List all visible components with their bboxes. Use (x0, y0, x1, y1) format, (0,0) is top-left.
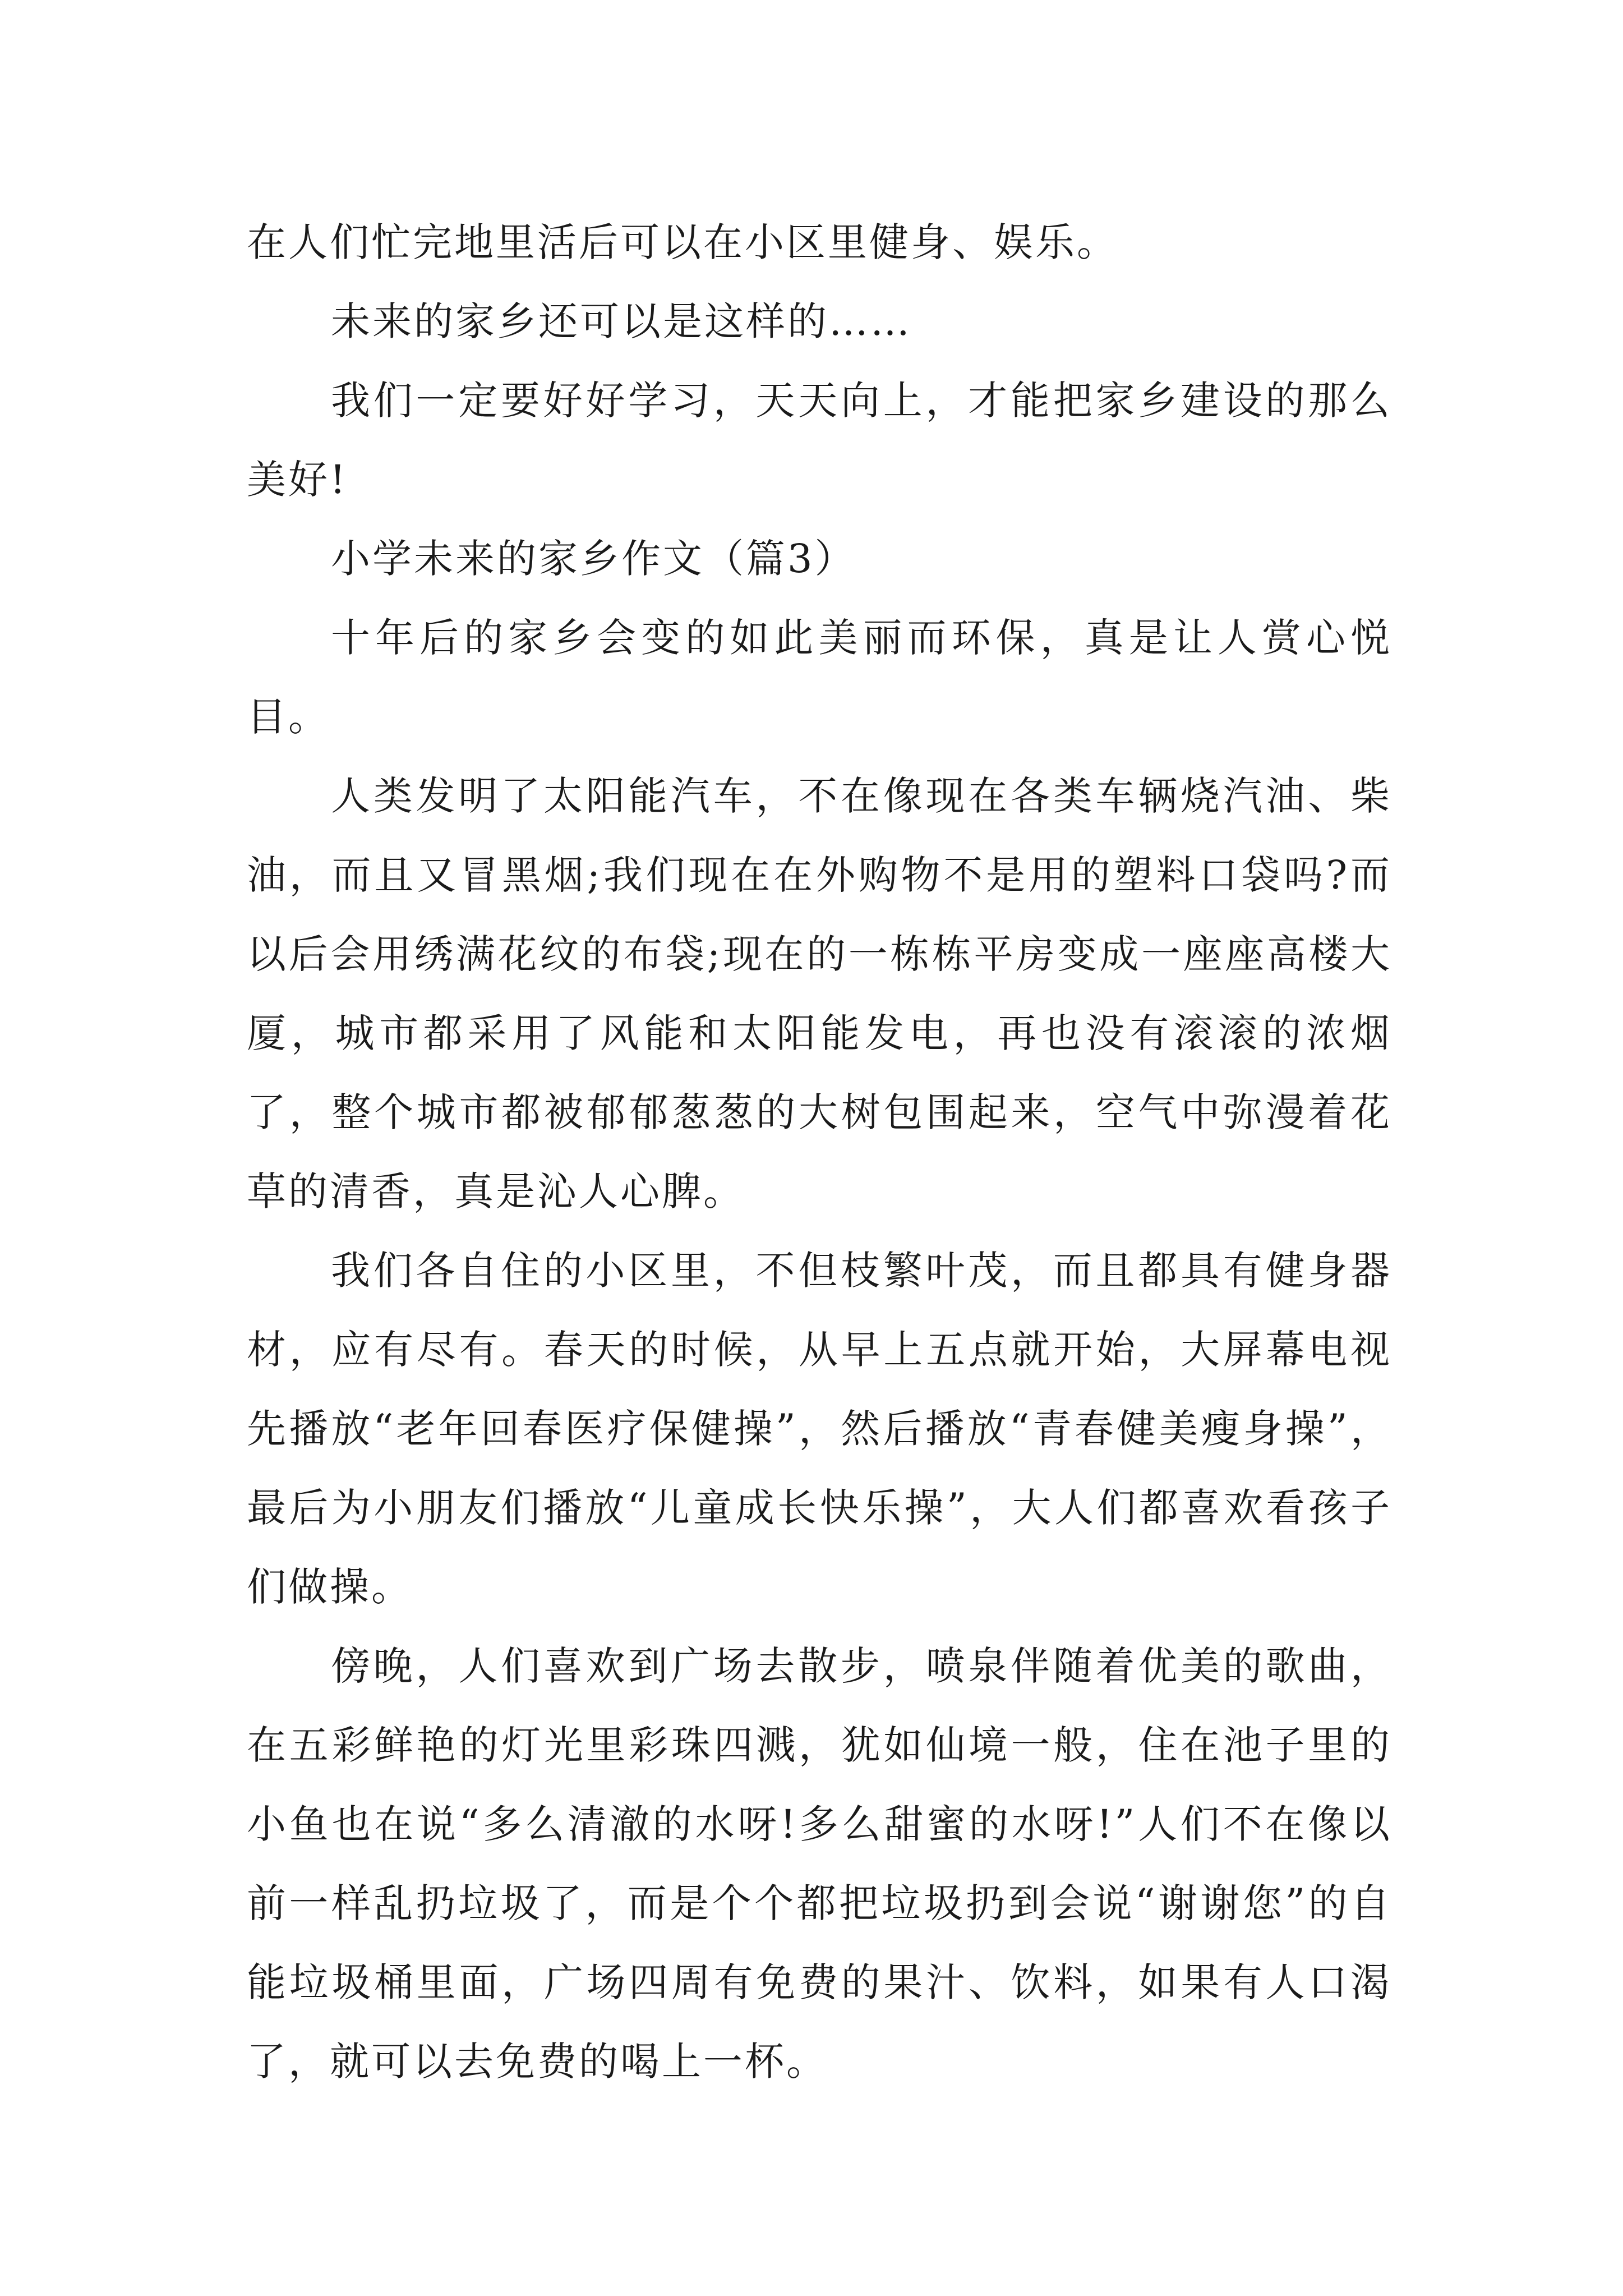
section-heading: 小学未来的家乡作文（篇3） (331, 536, 856, 582)
paragraph-6: 人类发明了太阳能汽车，不在像现在各类车辆烧汽油、柴油，而且又冒黑烟;我们现在在外购物不是用的塑料口袋吗?而以后会用绣满花纹的布袋;现在的一栋栋平房变成一座座高楼大厦，城市都采用了风能和太阳能发电，再也没有滚滚的浓烟了，整个城市都被郁郁葱葱的大树包围起来，空气中弥漫着花草的清香，真是沁人心脾。 (247, 773, 1392, 1214)
paragraph-8: 傍晚，人们喜欢到广场去散步，喷泉伴随着优美的歌曲，在五彩鲜艳的灯光里彩珠四溅，犹如仙境一般，住在池子里的小鱼也在说“多么清澈的水呀!多么甜蜜的水呀!”人们不在像以前一样乱扔垃圾了，而是个个都把垃圾扔到会说“谢谢您”的自能垃圾桶里面，广场四周有免费的果汁、饮料，如果有人口渴了，就可以去免费的喝上一杯。 (247, 1643, 1392, 2085)
paragraph-1: 在人们忙完地里活后可以在小区里健身、娱乐。 (247, 219, 1118, 265)
paragraph-5: 十年后的家乡会变的如此美丽而环保，真是让人赏心悦目。 (247, 615, 1392, 740)
paragraph-2: 未来的家乡还可以是这样的…… (331, 298, 912, 344)
document-body (247, 203, 1392, 2101)
paragraph-3: 我们一定要好好学习，天天向上，才能把家乡建设的那么美好! (247, 378, 1392, 503)
paragraph-7: 我们各自住的小区里，不但枝繁叶茂，而且都具有健身器材，应有尽有。春天的时候，从早上五点就开始，大屏幕电视先播放“老年回春医疗保健操”，然后播放“青春健美瘦身操”，最后为小朋友们播放“儿童成长快乐操”，大人们都喜欢看孩子们做操。 (247, 1248, 1392, 1610)
